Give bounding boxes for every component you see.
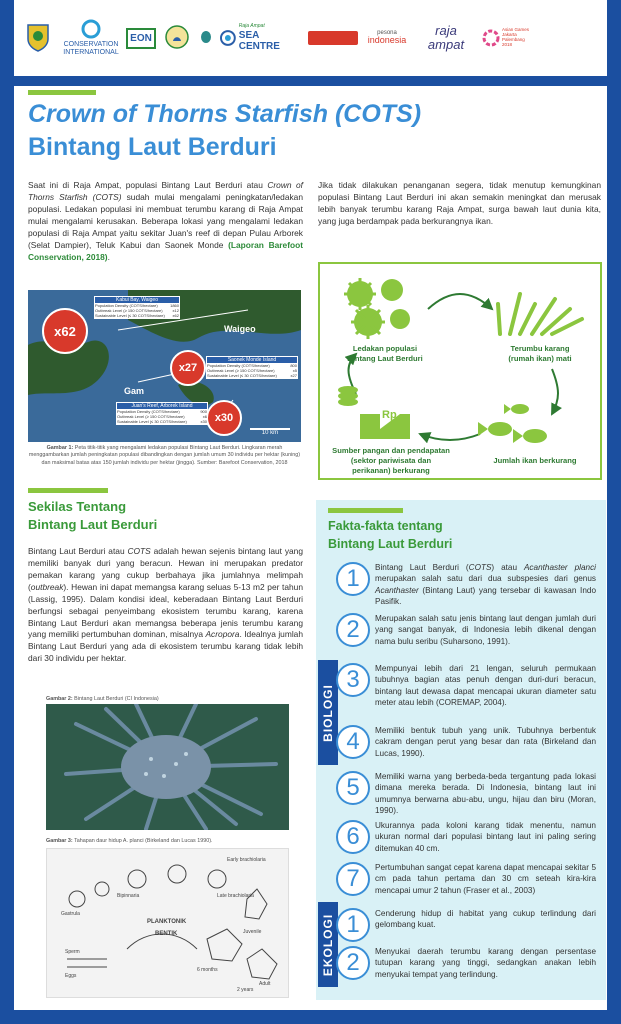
fact-number: 1: [336, 908, 370, 942]
row-label: Outbreak Level (≥ 150 COTS/hectare): [207, 368, 275, 373]
page-title-indonesian: Bintang Laut Berduri: [28, 133, 277, 161]
fact-number: 2: [336, 613, 370, 647]
box-arborek-title: Juan's Reef, Arborek Island: [117, 403, 207, 409]
lifecycle-label: Late brachiolaria: [217, 893, 254, 899]
box-saonek-row: [207, 373, 297, 378]
lifecycle-label: Early brachiolaria: [227, 857, 266, 863]
rupiah-icon: Rp: [382, 409, 397, 421]
figure-3-caption: [46, 838, 213, 844]
barefoot-conservation-logo: [162, 25, 192, 51]
map-scale: [250, 428, 290, 436]
figure-2-caption: [46, 696, 159, 702]
intro-reference: (Laporan Barefoot Conservation, 2018): [28, 239, 303, 262]
figure-3-label: Gambar 3:: [46, 838, 73, 844]
sekilas-text-c: ). Hewan ini dapat memangsa karang seluas 5-13 m2 per tahun (Lassig, 1995). Dalam kondisi ideal, keberadaan Bintang Laut Berduri berfungsi sebagai penyeimbang ekosistem terumbu karang, karena Bintang Laut Berduri akan memangsa beberapa jenis terumbu karang yang memiliki pertumbuhan dominan, misalnya: [28, 581, 303, 640]
cycle-step-coral-dead: Terumbu karang (rumah ikan) mati: [508, 344, 572, 363]
sekilas-paragraph: [28, 546, 303, 665]
fact-text: Mempunyai lebih dari 21 lengan, seluruh permukaan tubuhnya bagian atas penuh dengan duri-duri beracun, bintang laut dewasa dapat mencapai ukuran diameter satu meter atau lebih (COREMAP, 2004).: [375, 664, 596, 707]
fact-text-part: Bintang Laut Berduri (: [375, 563, 469, 572]
map-box-kabui: [94, 296, 180, 319]
row-value: x5: [292, 368, 297, 373]
map-label-waigeo: Waigeo: [224, 324, 256, 334]
fact-number: 6: [336, 820, 370, 854]
raja-ampat-logo-text: raja ampat: [427, 22, 465, 52]
map-scale-label: 10 km: [261, 430, 279, 436]
sekilas-text-b: adalah hewan sejenis bintang laut yang memiliki banyak duri yang beracun. Hewan ini merupakan predator pemakan karang yang cukup berbahaya jika jumlahnya melimpah (: [28, 546, 304, 592]
row-value: 800: [290, 363, 297, 368]
sekilas-text-d: . Idealnya jumlah Bintang Laut Berduri yang ada di ekosistem terumbu karang tidak lebih dari 30 individu per hektar.: [28, 629, 303, 664]
row-label: Population Density (COTS/hectare): [207, 363, 270, 368]
intro-paragraph-2: Jika tidak dilakukan penanganan segera, tidak menutup kemungkinan populasi Bintang Laut Berduri ini akan semakin meningkat dan merusak lebih banyak terumbu karang Raja Ampat, surga bawah laut dunia kita, yang juga berdampak pada berkurangnya ikan.: [318, 180, 601, 226]
fact-text: Ukurannya pada koloni karang tidak menentu, namun ukuran normal dari populasi bintang laut ini paling sering ditemukan 40 cm.: [375, 821, 596, 853]
fact-text-italic: COTS: [468, 563, 492, 572]
biologi-label-text: BIOLOGI: [321, 683, 336, 742]
map-box-saonek: [206, 356, 298, 379]
marker-arborek: [206, 400, 242, 436]
ekologi-label: [318, 902, 338, 987]
row-value: x27: [290, 373, 297, 378]
cycle-step-population-outbreak: Ledakan populasi Bintang Laut Berduri: [347, 344, 423, 363]
lifecycle-label: 6 months: [197, 967, 218, 973]
row-label: Sustainable Level (≤ 30 COTS/hectare): [117, 419, 187, 424]
sekilas-text-acropora: Acropora: [205, 629, 240, 640]
fact-item: [336, 862, 596, 896]
raja-ampat-regency-logo: [20, 22, 56, 54]
fact-item: [336, 946, 596, 980]
figure-1-label: Gambar 1:: [46, 445, 74, 451]
fact-item: [336, 613, 596, 647]
eon-logo: [126, 28, 156, 49]
title-accent-bar: [28, 90, 96, 95]
row-value: 900: [200, 409, 207, 414]
asian-games-text: Asian Games Jakarta Palembang 2018: [502, 27, 530, 47]
map-label-gam: Gam: [124, 386, 145, 396]
intro-text-end: .: [107, 251, 110, 262]
sea-centre-small-text: Raja Ampat: [238, 23, 265, 30]
fact-text: [375, 562, 596, 607]
figure-2-text: Bintang Laut Berduri (CI Indonesia): [72, 696, 159, 702]
row-label: Sustainable Level (≤ 30 COTS/hectare): [207, 373, 277, 378]
sekilas-text-a: Bintang Laut Berduri atau: [28, 546, 128, 556]
pesona-indonesia-logo: [364, 30, 410, 46]
box-kabui-row: [95, 313, 179, 318]
fact-item: [336, 562, 596, 607]
fact-text: Memiliki bentuk tubuh yang unik. Tubuhnya berbentuk cakram dengan perut yang besar dan rata (Birkeland dan Lucas, 1990).: [375, 726, 596, 758]
marker-saonek-label: x27: [178, 362, 198, 374]
row-label: Outbreak Level (≥ 150 COTS/hectare): [117, 414, 185, 419]
fact-text-part: merupakan salah satu dari dua subspesies dari genus: [375, 574, 596, 584]
sea-centre-text: SEA CENTRE: [238, 29, 280, 52]
cycle-step-fish-decline: Jumlah ikan berkurang: [493, 456, 577, 465]
fact-number: 1: [336, 562, 370, 596]
pesona-small-text: pesona: [377, 29, 397, 36]
starfish-photo: [46, 704, 289, 830]
marker-saonek: [170, 350, 206, 386]
row-value: x30: [200, 419, 207, 424]
sekilas-text-outbreak: outbreak: [30, 581, 64, 592]
row-value: 1860: [170, 303, 179, 308]
sea-centre-logo: [220, 24, 302, 52]
lifecycle-label: Eggs: [65, 973, 77, 979]
row-label: Population Density (COTS/hectare): [95, 303, 158, 308]
life-cycle-drawing: [46, 848, 289, 998]
fact-item: [336, 663, 596, 708]
facts-accent-bar: [328, 508, 403, 513]
red-sponsor-logo: [308, 31, 358, 45]
fact-text-part: (Bintang Laut) yang tersebar di kawasan Indo Pasifik.: [375, 585, 596, 606]
row-label: Sustainable Level (≤ 30 COTS/hectare): [95, 313, 165, 318]
fact-text: Pertumbuhan sangat cepat karena dapat mencapai sekitar 5 cm pada tahun pertama dan 30 cm seteah kira-kira mencapai umur 2 tahun (Fraser et al., 2003): [375, 863, 596, 895]
box-kabui-title: Kabui Bay, Waigeo: [95, 297, 179, 303]
fact-number: 2: [336, 946, 370, 980]
sekilas-text-cots: COTS: [127, 546, 151, 556]
figure-1-text: Peta titik-titik yang mengalami ledakan populasi Bintang Laut Berduri. Lingkaran merah menggambarkan jumlah peningkatan populasi dibandingkan dengan jumlah umum 30 individu per hektar (kuning) dan maksimal batas atas 150 jumlah individu per hektar (jingga). Sumber: Barefoot Conservation, 2018: [28, 445, 301, 466]
cycle-step-income-decline: Sumber pangan dan pendapatan (sektor pariwisata dan perikanan) berkurang: [332, 446, 450, 475]
figure-2-label: Gambar 2:: [46, 696, 73, 702]
pesona-text: indonesia: [367, 35, 407, 46]
biologi-label: [318, 660, 338, 765]
lifecycle-label: Juvenile: [243, 929, 262, 935]
intro-paragraph-1: [28, 180, 303, 263]
lifecycle-label: Gastrula: [61, 911, 80, 917]
intro-text-a: Saat ini di Raja Ampat, populasi Bintang Laut Berduri atau: [28, 180, 268, 190]
conservation-international-logo: [62, 19, 120, 56]
outbreak-map: [28, 290, 301, 442]
fact-item: [336, 725, 596, 759]
fact-item: [336, 820, 596, 854]
impact-cycle-diagram: [318, 262, 602, 480]
figure-3-text: Tahapan daur hidup A. planci (Birkeland dan Lucas 1990).: [72, 838, 213, 844]
row-value: x62: [172, 313, 179, 318]
asian-games-logo: [482, 28, 534, 48]
figure-1-caption: [28, 445, 301, 467]
fact-item: [336, 908, 596, 942]
fact-number: 7: [336, 862, 370, 896]
lifecycle-label: Bipinnaria: [117, 893, 140, 899]
intro-text-cots: Crown of Thorns Starfish (COTS): [28, 180, 304, 202]
facts-title: Fakta-fakta tentang Bintang Laut Berduri: [328, 519, 453, 551]
lifecycle-label: Adult: [259, 981, 271, 987]
fact-number: 3: [336, 663, 370, 697]
fact-item: [336, 771, 596, 816]
row-label: Outbreak Level (≥ 150 COTS/hectare): [95, 308, 163, 313]
ci-logo-text: CONSERVATION INTERNATIONAL: [63, 41, 119, 56]
eon-logo-text: EON: [130, 32, 152, 44]
fact-text: Menyukai daerah terumbu karang dengan persentase tutupan karang yang tinggi, sedangkan anakan lebih menyukai tempat yang terlindung.: [375, 947, 596, 979]
fact-number: 5: [336, 771, 370, 805]
sekilas-title: Sekilas Tentang Bintang Laut Berduri: [28, 499, 158, 532]
lifecycle-label: BENTIK: [155, 931, 178, 937]
row-value: x6: [202, 414, 207, 419]
sekilas-accent-bar: [28, 488, 108, 493]
fact-text-part: ) atau: [491, 563, 524, 572]
page-title-english: Crown of Thorns Starfish (COTS): [28, 100, 422, 128]
row-value: x12: [172, 308, 179, 313]
lifecycle-label: 2 years: [237, 987, 254, 993]
lifecycle-label: PLANKTONIK: [147, 919, 187, 925]
box-saonek-title: Saonek Monde Island: [207, 357, 297, 363]
lifecycle-label: Sperm: [65, 949, 80, 955]
logo-bar: [14, 0, 607, 76]
marker-kabui-label: x62: [54, 323, 76, 339]
fact-number: 4: [336, 725, 370, 759]
marker-arborek-label: x30: [214, 412, 234, 424]
marker-kabui: [42, 308, 88, 354]
row-label: Population Density (COTS/hectare): [117, 409, 180, 414]
fact-text: Cenderung hidup di habitat yang cukup terlindung dari gelombang kuat.: [375, 909, 596, 930]
fact-text: Memiliki warna yang berbeda-beda tergantung pada lokasi dimana mereka berada. Di Indonesia, bintang laut ini umumnya berwarna abu-abu, ungu, hijau dan biru (Moran, 1990).: [375, 772, 596, 815]
fact-text-italic: Acanthaster: [375, 585, 419, 595]
map-box-arborek: [116, 402, 208, 425]
fact-text: Merupakan salah satu jenis bintang laut dengan jumlah duri yang sangat banyak, di Indonesia lebih dikenal dengan nama bulu seribu (Suharsono, 1991).: [375, 614, 596, 646]
ekologi-label-text: EKOLOGI: [321, 913, 335, 976]
box-arborek-row: [117, 419, 207, 424]
starfish-illustration: [46, 704, 289, 830]
raja-ampat-logo: [416, 24, 476, 53]
fact-text-italic: Acanthaster planci: [523, 563, 596, 572]
intro-text-b: sudah mulai mengalami peningkatan/ledakan populasi. Ledakan populasi ini membuat terumbu karang di Raja Ampat mulai mengalami kerusakan. Beberapa lokasi yang mengalami ledakan populasi di Raja Ampat yaitu sekitar Juan's reef di depan Pulau Arborek (Selat Dampier), Teluk Kabui dan Saonek Monde: [28, 191, 303, 250]
sea-turtle-logo: [198, 29, 214, 47]
